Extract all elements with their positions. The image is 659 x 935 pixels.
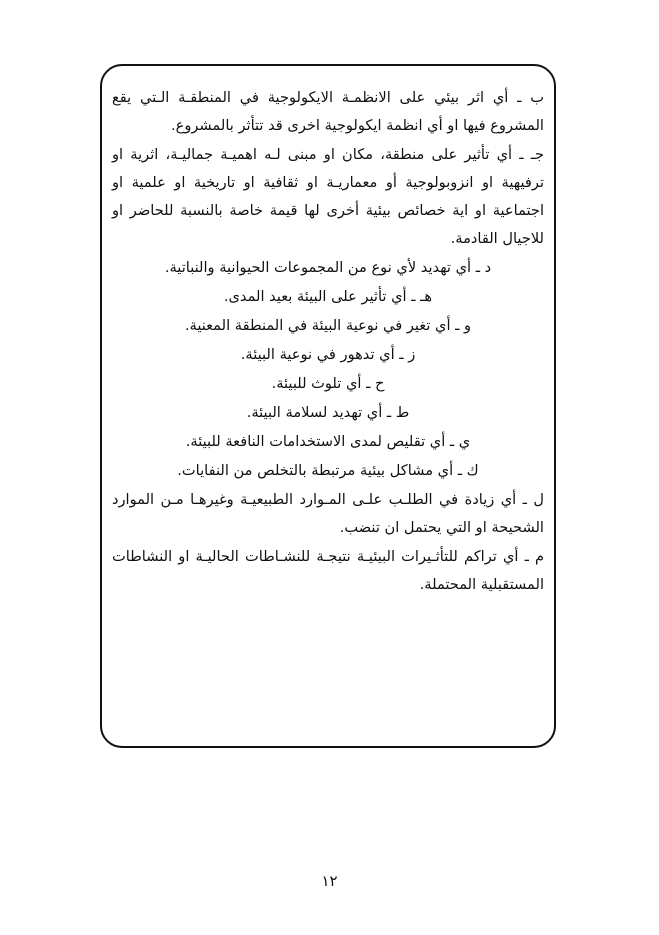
list-item: هـ ـ أي تأثير على البيئة بعيد المدى. xyxy=(223,288,433,306)
list-item: ي ـ أي تقليص لمدى الاستخدامات النافعة للبيئة. xyxy=(185,433,471,451)
clause-list xyxy=(112,84,544,600)
list-item: م ـ أي تراكم للتأثـيرات البيئيـة نتيجـة للنشـاطات الحاليـة او النشاطات المستقبلية المحتملة. xyxy=(112,548,544,594)
list-item: ح ـ أي تلوث للبيئة. xyxy=(271,375,385,393)
list-item: و ـ أي تغير في نوعية البيئة في المنطقة المعنية. xyxy=(184,317,472,335)
list-item: ز ـ أي تدهور في نوعية البيئة. xyxy=(240,346,416,364)
list-item: ل ـ أي زيادة في الطلـب علـى المـوارد الطبيعيـة وغيرهـا مـن الموارد الشحيحة او التي يحتمل ان تنضب. xyxy=(112,491,544,537)
list-item: جـ ـ أي تأثير على منطقة، مكان او مبنى لـه اهميـة جماليـة، اثرية او ترفيهية او انزوبولوجية أو معماريـة او ثقافية او تاريخية او علمية او اجتماعية او اية خصائص بيئية أخرى لها قيمة خاصة بالنسبة للحاضر او للاجيال القادمة. xyxy=(112,146,544,248)
list-item: ك ـ أي مشاكل بيئية مرتبطة بالتخلص من النفايات. xyxy=(177,462,479,480)
page-number: ١٢ xyxy=(321,872,338,890)
list-item: د ـ أي تهديد لأي نوع من المجموعات الحيوانية والنباتية. xyxy=(164,259,492,277)
list-item: ب ـ أي اثر بيئي على الانظمـة الايكولوجية في المنطقـة الـتي يقع المشروع فيها او أي انظمة ايكولوجية اخرى قد تتأثر بالمشروع. xyxy=(112,89,544,135)
list-item: ط ـ أي تهديد لسلامة البيئة. xyxy=(246,404,410,422)
